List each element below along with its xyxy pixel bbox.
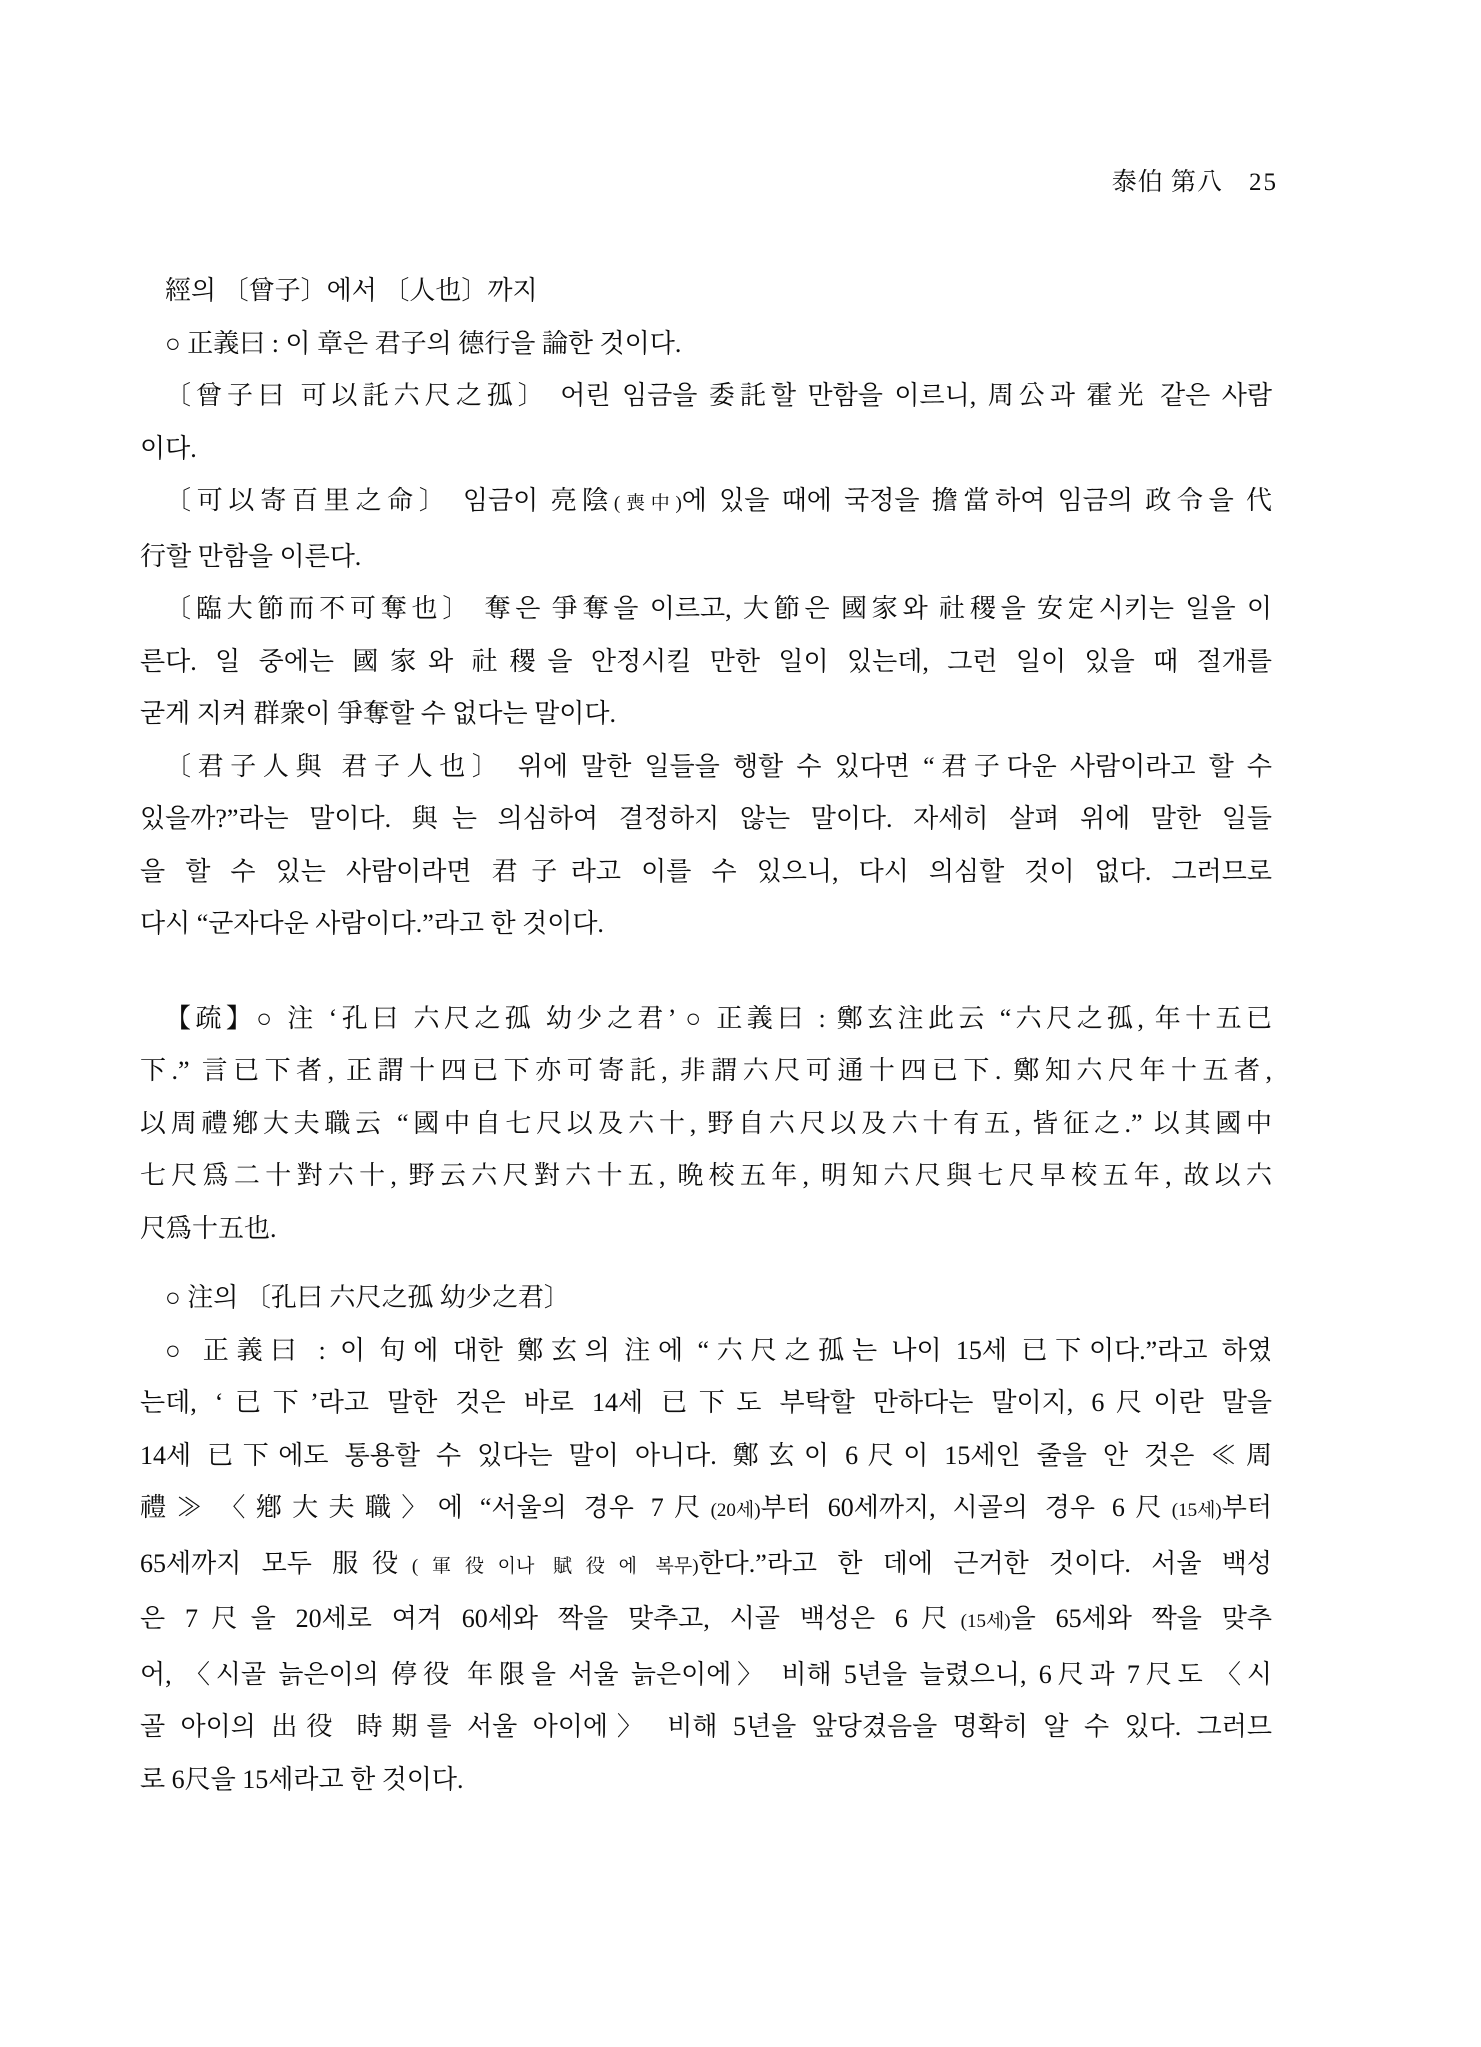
text-line: 골 아이의 出役 時期를 서울 아이에〉 비해 5년을 앞당겼음을 명확히 알 수 있다. 그러므 [140, 1712, 1272, 1741]
text-line: 는데, ‘已下’라고 말한 것은 바로 14세 已下도 부탁할 만하다는 말이지, 6尺이란 말을 [140, 1388, 1272, 1417]
text-line: 있을까?”라는 말이다. 與는 의심하여 결정하지 않는 말이다. 자세히 살펴 위에 말한 일들 [140, 804, 1272, 833]
text-line: 行할 만함을 이른다. [140, 541, 362, 571]
text-line: 을 할 수 있는 사람이라면 君子라고 이를 수 있으니, 다시 의심할 것이 없다. 그러므로 [140, 856, 1272, 886]
text-line: 굳게 지켜 群衆이 爭奪할 수 없다는 말이다. [140, 699, 617, 728]
text-line: 른다. 일 중에는 國家와 社稷을 안정시킬 만한 일이 있는데, 그런 일이 있을 때 절개를 [140, 646, 1272, 676]
text-line: 어, 〈시골 늙은이의 停役 年限을 서울 늙은이에〉 비해 5년을 늘렸으니, 6尺과 7尺도 〈시 [140, 1659, 1272, 1689]
page-number: 25 [1249, 169, 1278, 196]
inline-gloss: (15세) [1171, 1500, 1222, 1521]
text-line: 〔臨大節而不可奪也〕 奪은 爭奪을 이르고, 大節은 國家와 社稷을 安定시키는 일을 이 [165, 594, 1272, 623]
text-line: 65세까지 모두 服役(軍役이나 賦役에 복무)한다.”라고 한 데에 근거한 것이다. 서울 백성 [140, 1548, 1272, 1578]
text-line: 〔可以寄百里之命〕 임금이 亮陰(喪中)에 있을 때에 국정을 擔當하여 임금의 政令을 代 [165, 486, 1273, 515]
page-header [140, 166, 1278, 200]
text-line: 은 7尺을 20세로 여겨 60세와 짝을 맞추고, 시골 백성은 6尺(15세)을 65세와 짝을 맞추 [140, 1604, 1272, 1633]
inline-gloss: (20세) [710, 1500, 761, 1521]
text-line: 14세 已下에도 통용할 수 있다는 말이 아니다. 鄭玄이 6尺이 15세인 줄을 안 것은 ≪周 [140, 1440, 1272, 1470]
text-line: 以周禮鄕大夫職云 “國中自七尺以及六十, 野自六尺以及六十有五, 皆征之.” 以其國中 [140, 1108, 1272, 1138]
text-line: 禮≫ 〈鄕大夫職〉에 “서울의 경우 7尺(20세)부터 60세까지, 시골의 경우 6尺(15세)부터 [140, 1493, 1272, 1522]
inline-gloss: (喪中) [613, 493, 682, 514]
body-text [140, 265, 1272, 1806]
text-line: 로 6尺을 15세라고 한 것이다. [140, 1764, 464, 1794]
text-line: 이다. [140, 433, 197, 463]
text-line: 〔君子人與 君子人也〕 위에 말한 일들을 행할 수 있다면 “君子다운 사람이라고 할 수 [165, 751, 1272, 781]
text-line: 尺爲十五也. [140, 1213, 277, 1243]
inline-gloss: (軍役이나 賦役에 복무) [411, 1555, 699, 1577]
text-line: 다시 “군자다운 사람이다.”라고 한 것이다. [140, 909, 604, 938]
text-line: ○ 注의 〔孔曰 六尺之孤 幼少之君〕 [165, 1283, 570, 1312]
inline-gloss: (15세) [960, 1611, 1011, 1632]
text-line: 七尺爲二十對六十, 野云六尺對六十五, 晩校五年, 明知六尺與七尺早校五年, 故以六 [140, 1161, 1272, 1190]
text-line: ○ 正義曰 : 이 句에 대한 鄭玄의 注에 “六尺之孤는 나이 15세 已下이다.”라고 하였 [165, 1335, 1272, 1365]
text-line: 下.” 言已下者, 正謂十四已下亦可寄託, 非謂六尺可通十四已下. 鄭知六尺年十五者, [140, 1056, 1272, 1085]
text-line: 【疏】○ 注 ‘孔曰 六尺之孤 幼少之君’ ○ 正義曰 : 鄭玄注此云 “六尺之孤, 年十五已 [165, 1003, 1272, 1033]
text-line: 〔曾子曰 可以託六尺之孤〕 어린 임금을 委託할 만함을 이르니, 周公과 霍光 같은 사람 [165, 381, 1272, 410]
chapter-title: 泰伯 第八 [1111, 169, 1223, 196]
text-line: ○ 正義曰 : 이 章은 君子의 德行을 論한 것이다. [165, 328, 682, 358]
text-line: 經의 〔曾子〕에서 〔人也〕까지 [165, 276, 538, 305]
